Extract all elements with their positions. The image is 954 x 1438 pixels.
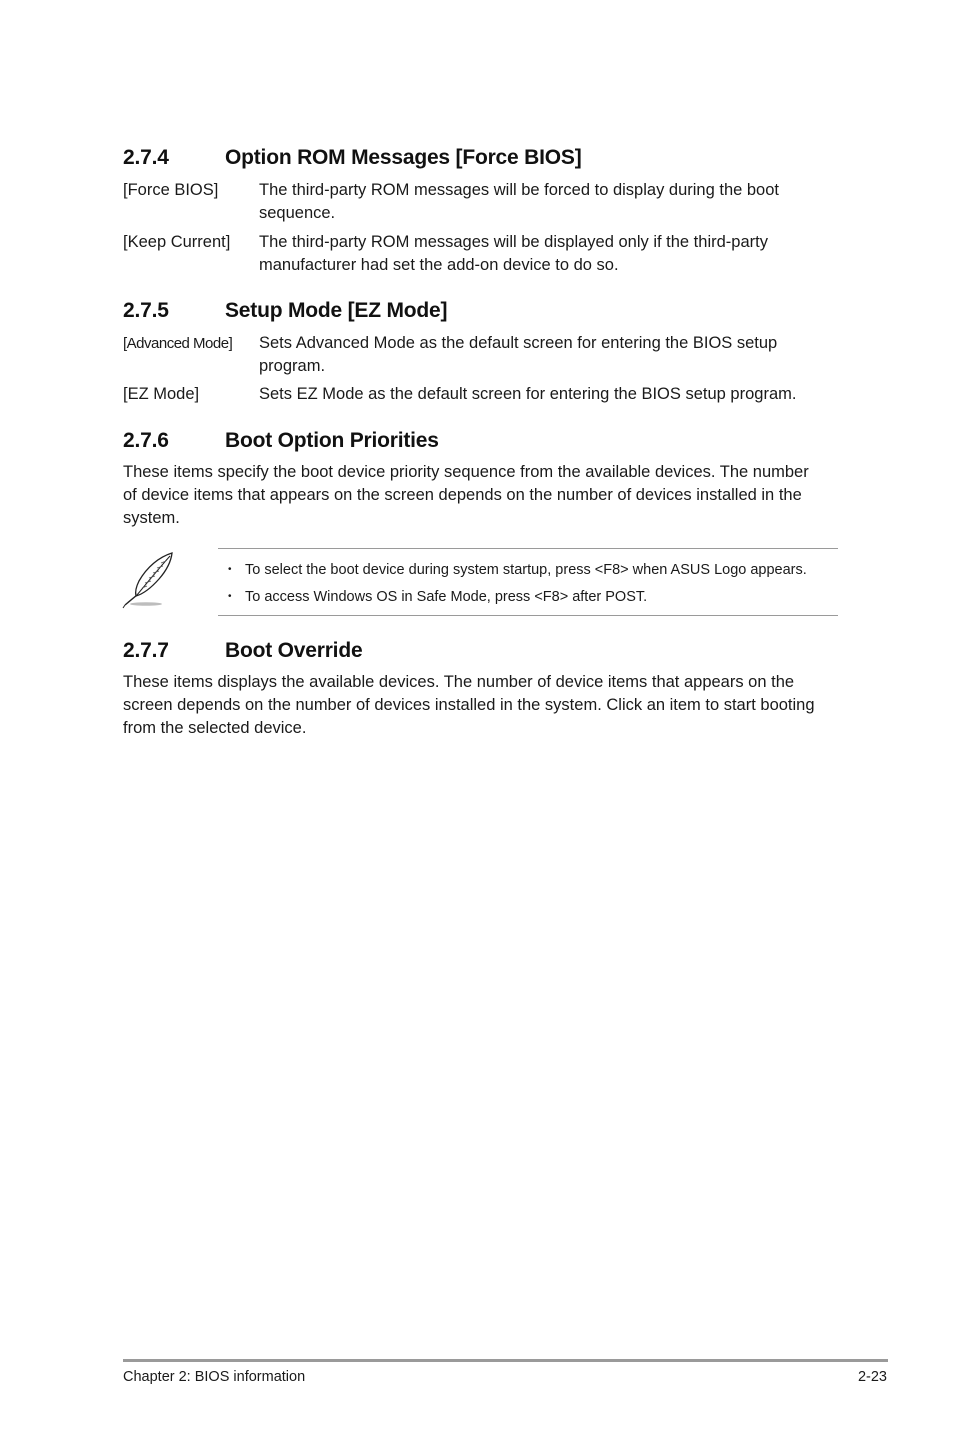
section-number: 2.7.4: [123, 146, 169, 169]
bullet: •: [228, 591, 232, 602]
section-number: 2.7.7: [123, 639, 169, 662]
footer-page-number: 2-23: [857, 1369, 887, 1385]
footer-chapter: Chapter 2: BIOS information: [123, 1369, 306, 1385]
note-item-text: To access Windows OS in Safe Mode, press <F8> after POST.: [245, 589, 648, 605]
footer-divider: [123, 1359, 888, 1362]
section-number: 2.7.5: [123, 299, 169, 322]
definition-term: [Force BIOS]: [123, 181, 219, 199]
section-heading-2-7-6: [123, 429, 439, 453]
definition-description: The third-party ROM messages will be forced to display during the boot sequence.: [259, 181, 779, 222]
section-heading-2-7-5: [123, 299, 447, 323]
section-title: Setup Mode [EZ Mode]: [225, 299, 448, 322]
definition-term: [EZ Mode]: [123, 385, 200, 403]
section-number: 2.7.6: [123, 429, 169, 452]
section-heading-2-7-4: [123, 146, 582, 170]
note-item: [228, 561, 807, 579]
section-body-2-7-7: These items displays the available devices. The number of device items that appears on the screen depends on the number of devices installed in the system. Click an item to start booting from the selected device.: [123, 673, 815, 737]
definition-term: [Keep Current]: [123, 233, 231, 251]
note-box: [218, 548, 838, 616]
section-body-2-7-6: These items specify the boot device priority sequence from the available devices. The number of device items that appears on the screen depends on the number of devices installed in the system.: [123, 463, 809, 527]
section-title: Boot Override: [225, 639, 363, 662]
bullet: •: [228, 564, 232, 575]
definition-term: [Advanced Mode]: [123, 335, 233, 352]
note-item: [228, 588, 647, 606]
definition-description: The third-party ROM messages will be displayed only if the third-party manufacturer had set the add-on device to do so.: [259, 233, 768, 274]
section-heading-2-7-7: [123, 639, 362, 663]
section-title: Boot Option Priorities: [225, 429, 439, 452]
feather-pen-icon: [121, 551, 179, 609]
section-title: Option ROM Messages [Force BIOS]: [225, 146, 582, 169]
definition-description: Sets Advanced Mode as the default screen for entering the BIOS setup program.: [259, 334, 778, 375]
note-item-text: To select the boot device during system startup, press <F8> when ASUS Logo appears.: [245, 562, 807, 578]
definition-description: Sets EZ Mode as the default screen for entering the BIOS setup program.: [259, 385, 797, 403]
